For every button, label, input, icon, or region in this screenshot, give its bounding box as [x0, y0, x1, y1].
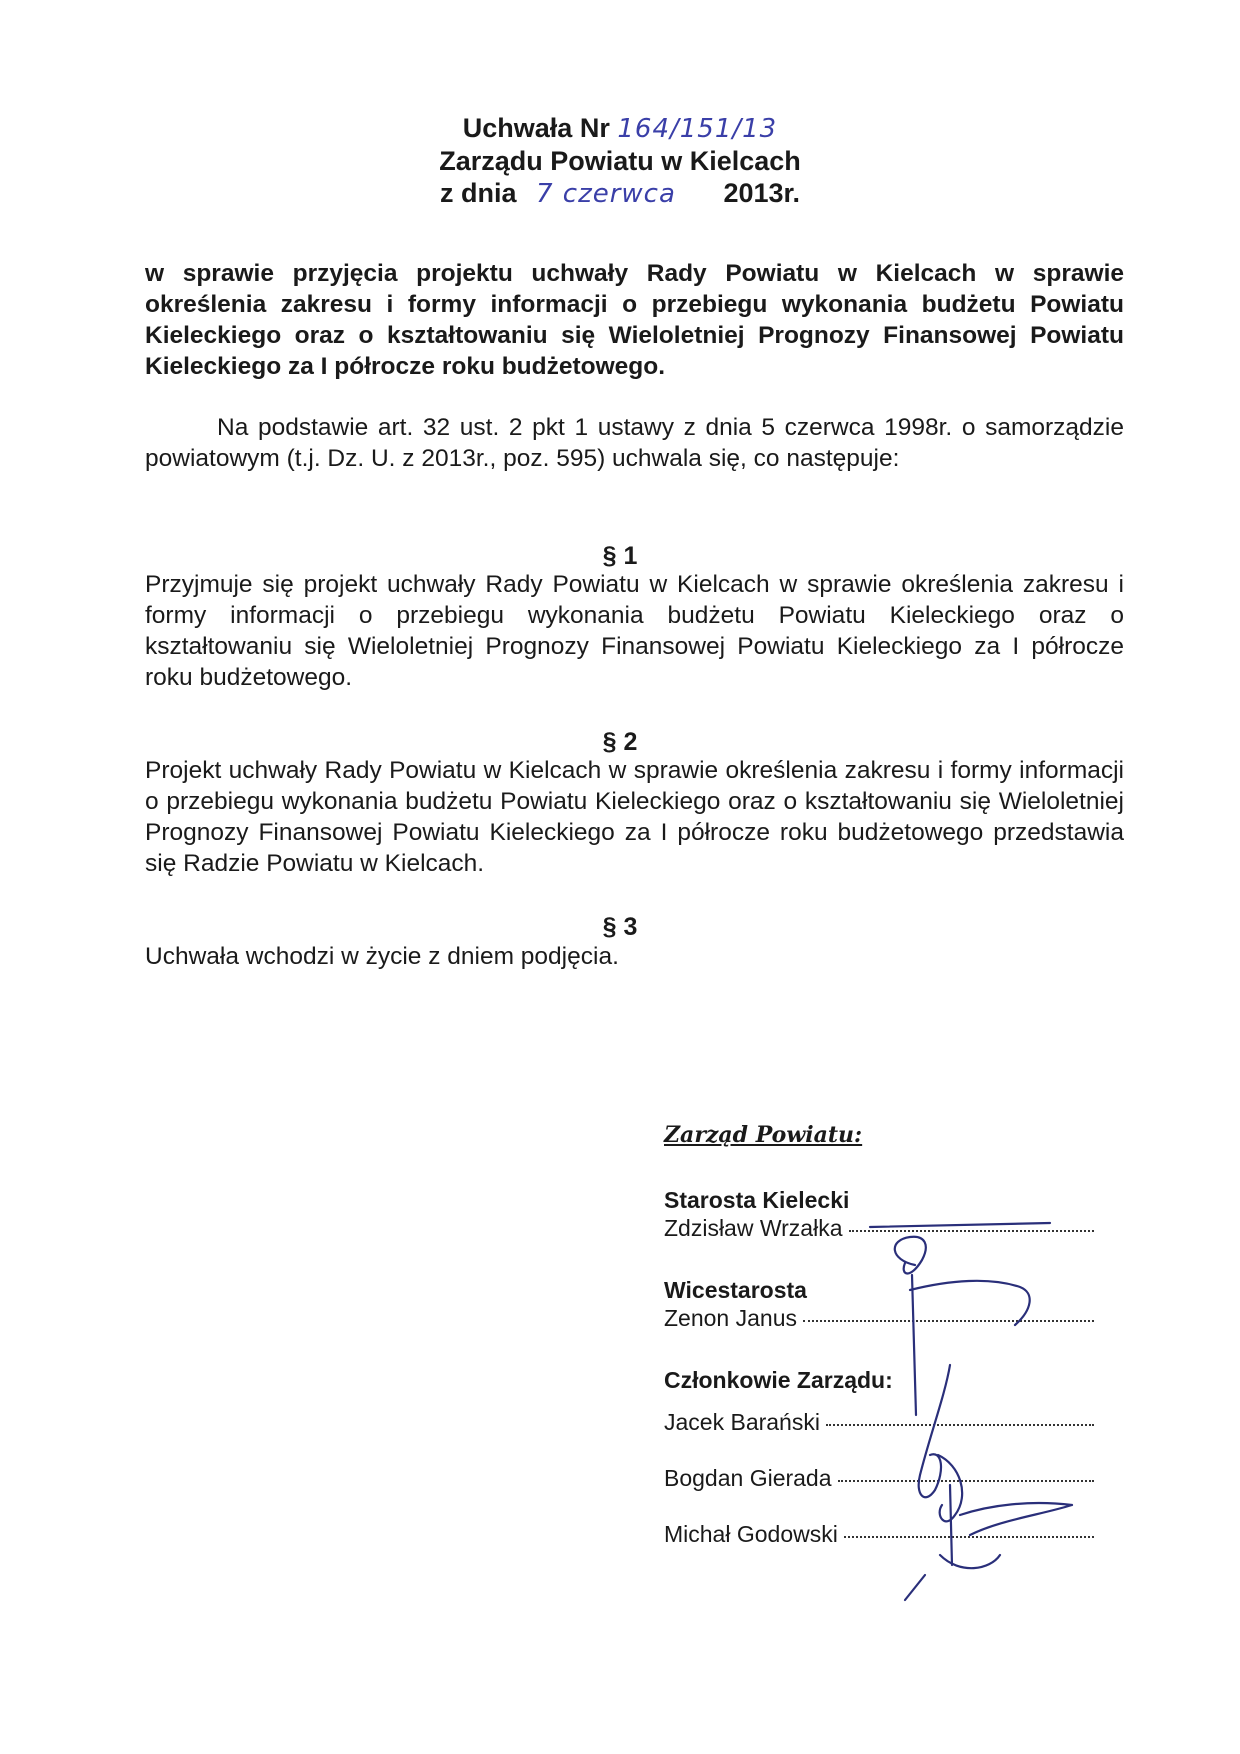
starosta-name: Zdzisław Wrzałka: [664, 1215, 843, 1241]
signature-stroke-member-1: [919, 1365, 950, 1497]
member-name: Bogdan Gierada: [664, 1465, 832, 1491]
resolution-number-label: Uchwała Nr: [462, 113, 610, 143]
date-year: 2013r.: [723, 178, 801, 208]
member-name: Jacek Barański: [664, 1409, 820, 1435]
signature-stroke-tail: [905, 1575, 925, 1600]
section-3-text: Uchwała wchodzi w życie z dniem podjęcia.: [145, 943, 619, 970]
issuing-body: Zarządu Powiatu w Kielcach: [439, 146, 801, 176]
section-1-heading: § 1: [602, 542, 638, 570]
section-2-text: Projekt uchwały Rady Powiatu w Kielcach w sprawie określenia zakresu i formy informacji o przebiegu wykonania budżetu Powiatu Kieleckiego oraz o kształtowaniu się Wieloletniej Prognozy Finansowej Powiatu Kieleckiego za I półrocze roku budżetowego przedstawia się Radzie Powiatu w Kielcach.: [145, 757, 1124, 877]
signature-stroke-starosta-loop: [895, 1237, 926, 1274]
vice-starosta-role: Wicestarosta: [664, 1277, 807, 1303]
date-handwritten: 7 czerwca: [535, 179, 676, 209]
starosta-role: Starosta Kielecki: [664, 1187, 850, 1213]
member-name: Michał Godowski: [664, 1521, 838, 1547]
resolution-date-line: [0, 177, 1240, 210]
section-1-text: Przyjmuje się projekt uchwały Rady Powiatu w Kielcach w sprawie określenia zakresu i formy informacji o przebiegu wykonania budżetu Powiatu Kieleckiego oraz o kształtowaniu się Wieloletniej Prognozy Finansowej Powiatu Kieleckiego za I półrocze roku budżetowego.: [145, 571, 1124, 691]
signature-stroke-vice: [910, 1275, 1030, 1415]
legal-basis: Na podstawie art. 32 ust. 2 pkt 1 ustawy z dnia 5 czerwca 1998r. o samorządzie powiatowym (t.j. Dz. U. z 2013r., poz. 595) uchwala się, co następuje:: [145, 414, 1124, 472]
board-members-role: Członkowie Zarządu:: [664, 1367, 893, 1393]
signature-stroke-starosta-line: [870, 1223, 1050, 1227]
vice-starosta-name: Zenon Janus: [664, 1305, 797, 1331]
signature-stroke-member-3: [940, 1503, 1072, 1568]
section-2-heading: § 2: [602, 728, 638, 756]
resolution-number-handwritten: 164/151/13: [617, 114, 778, 144]
resolution-header: [0, 112, 1240, 210]
section-3-heading: § 3: [602, 913, 638, 941]
resolution-subject: w sprawie przyjęcia projektu uchwały Rady Powiatu w Kielcach w sprawie określenia zakresu i formy informacji o przebiegu wykonania budżetu Powiatu Kieleckiego oraz o kształtowaniu się Wieloletniej Prognozy Finansowej Powiatu Kieleckiego za I półrocze roku budżetowego.: [145, 260, 1124, 380]
date-label: z dnia: [439, 178, 517, 208]
resolution-number-line: [0, 112, 1240, 145]
handwritten-signatures: [850, 1215, 1100, 1585]
board-title: Zarząd Powiatu:: [664, 1122, 863, 1148]
